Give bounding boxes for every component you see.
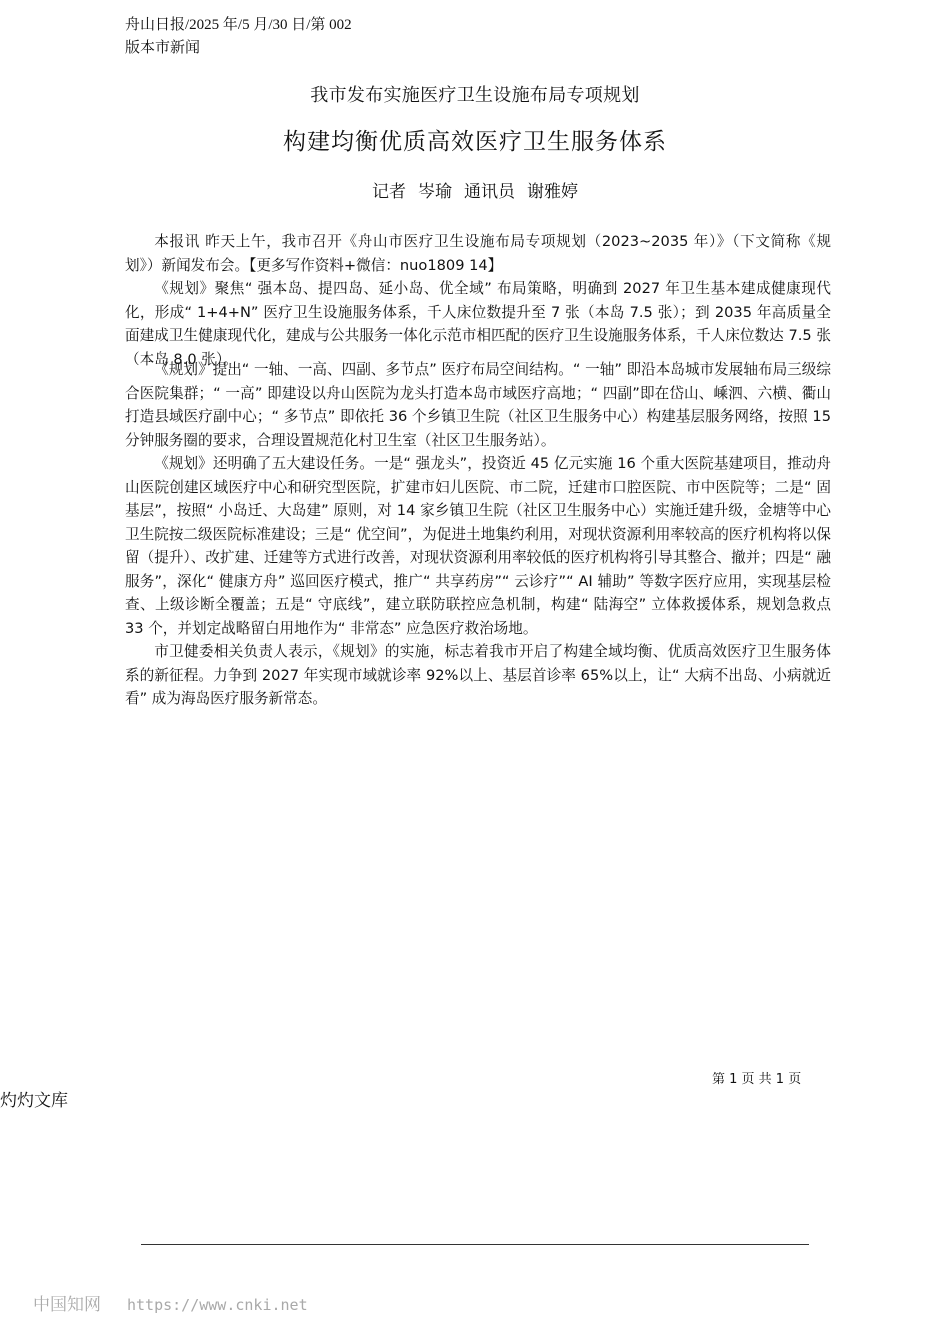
correspondent-name: 谢雅婷 bbox=[527, 182, 578, 202]
correspondent-role: 通讯员 bbox=[464, 182, 515, 202]
paragraph-5: 市卫健委相关负责人表示，《规划》的实施，标志着我市开启了构建全域均衡、优质高效医疗卫生服务体系的新征程。力争到 2027 年实现市域就诊率 92%以上、基层首诊率 65%以上，让“ 大病不出岛、小病就近看” 成为海岛医疗服务新常态。 bbox=[125, 643, 831, 707]
footer-url-link[interactable]: https://www.cnki.net bbox=[127, 1296, 308, 1314]
footer bbox=[33, 1294, 308, 1316]
footer-site-name: 中国知网 bbox=[33, 1295, 101, 1314]
page-number: 第 1 页 共 1 页 bbox=[712, 1072, 802, 1087]
article-subhead: 我市发布实施医疗卫生设施布局专项规划 bbox=[310, 85, 640, 106]
article-byline bbox=[0, 180, 950, 204]
publication-section: 版本市新闻 bbox=[125, 40, 201, 56]
reporter-name: 岑瑜 bbox=[418, 182, 452, 202]
article-headline: 构建均衡优质高效医疗卫生服务体系 bbox=[283, 129, 667, 155]
article-body-top bbox=[125, 230, 831, 371]
paragraph-1: 本报讯 昨天上午，我市召开《舟山市医疗卫生设施布局专项规划（2023~2035 年）》（下文简称《规划》）新闻发布会。【更多写作资料+微信：nuo1809 14】 bbox=[125, 233, 831, 274]
paragraph-2: 《规划》聚焦“ 强本岛、提四岛、延小岛、优全域” 布局策略，明确到 2027 年卫生基本建成健康现代化，形成“ 1+4+N” 医疗卫生设施服务体系，千人床位数提升至 7 张（本岛 7.5 张）；到 2035 年高质量全面建成卫生健康现代化，建成与公共服务一体化示范市相匹配的医疗卫生设施服务体系，千人床位数达 7.5 张（本岛 8.0 张）。 bbox=[125, 280, 831, 368]
publication-source: 舟山日报/2025 年/5 月/30 日/第 002 bbox=[125, 17, 352, 33]
reporter-role: 记者 bbox=[372, 182, 406, 202]
article-body-main bbox=[125, 358, 831, 711]
paragraph-3: 《规划》提出“ 一轴、一高、四副、多节点” 医疗布局空间结构。“ 一轴” 即沿本岛城市发展轴布局三级综合医院集群；“ 一高” 即建设以舟山医院为龙头打造本岛市域医疗高地；“ 四副”即在岱山、嵊泗、六横、衢山打造县域医疗副中心；“ 多节点” 即依托 36 个乡镇卫生院（社区卫生服务中心）构建基层服务网络，按照 15 分钟服务圈的要求，合理设置规范化村卫生室（社区卫生服务站）。 bbox=[125, 361, 831, 449]
watermark-text: 灼灼文库 bbox=[0, 1091, 68, 1111]
paragraph-4: 《规划》还明确了五大建设任务。一是“ 强龙头”，投资近 45 亿元实施 16 个重大医院基建项目，推动舟山医院创建区域医疗中心和研究型医院，扩建市妇儿医院、市二院，迁建市口腔医院、市中医院等；二是“ 固基层”，按照“ 小岛迁、大岛建” 原则，对 14 家乡镇卫生院（社区卫生服务中心）实施迁建升级，金塘等中心卫生院按二级医院标准建设；三是“ 优空间”，为促进土地集约利用，对现状资源利用率较高的医疗机构将以保留（提升）、改扩建、迁建等方式进行改善，对现状资源利用率较低的医疗机构将引导其整合、撤并；四是“ 融服务”，深化“ 健康方舟” 巡回医疗模式，推广“ 共享药房”“ 云诊疗”“ AI 辅助” 等数字医疗应用，实现基层检查、上级诊断全覆盖；五是“ 守底线”，建立联防联控应急机制，构建“ 陆海空” 立体救援体系，规划急救点 33 个，并划定战略留白用地作为“ 非常态” 应急医疗救治场地。 bbox=[125, 455, 831, 637]
footer-divider bbox=[141, 1244, 809, 1245]
